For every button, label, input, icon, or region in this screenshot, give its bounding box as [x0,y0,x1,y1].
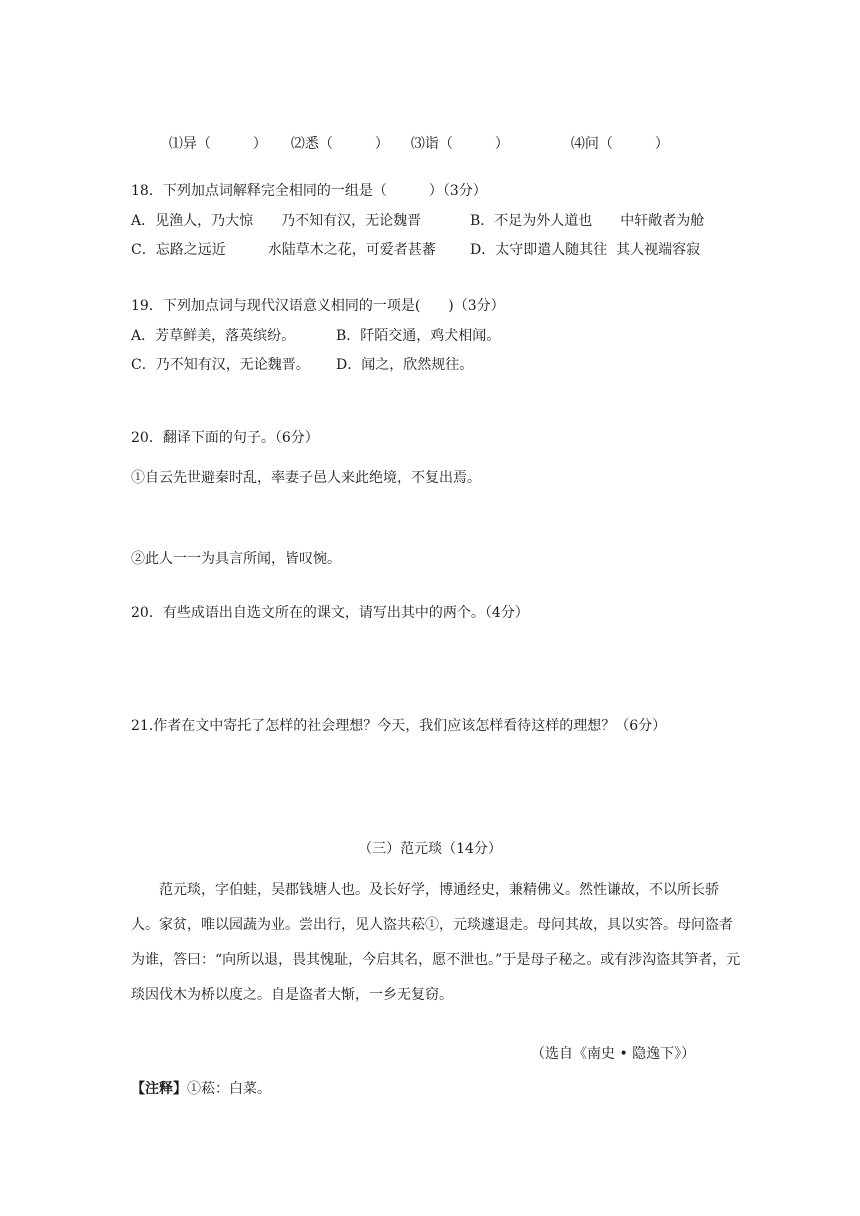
q18-option-d: D．太守即遣人随其往 其人视端容寂 [470,242,701,258]
q19-option-c: C．乃不知有汉，无论魏晋。 [131,357,310,373]
q20-sentence-1: ①自云先世避秦时乱，率妻子邑人来此绝境，不复出焉。 [131,470,481,486]
passage: 范元琰，字伯蛙，吴郡钱塘人也。及长好学，博通经史，兼精佛义。然性谦故，不以所长骄人。家贫，唯以园蔬为业。尝出行，见人盗共菘①，元琰遽退走。母问其故，具以实答。母问盗者为谁，答曰：“向所以退，畏其愧耻，今启其名，愿不泄也。”于是母子秘之。或有涉沟盗其笋者，元琰因伐木为桥以度之。自是盗者大惭，一乡无复窃。 [131,882,741,1003]
q20b-stem: 20．有些成语出自选文所在的课文，请写出其中的两个。（4分） [131,605,529,621]
q18-stem: 18．下列加点词解释完全相同的一组是（ ）（3分） [131,183,487,199]
q18-option-c: C．忘路之远近 水陆草木之花，可爱者甚蕃 [131,242,436,258]
q17-item-1: ⑴异（ ） [168,136,267,152]
q17-items [160,117,669,153]
q19-stem: 19．下列加点词与现代汉语意义相同的一项是( )（3分） [131,298,505,314]
section-title: （三）范元琰（14分） [358,841,502,857]
q19-option-a: A．芳草鲜美，落英缤纷。 [131,328,296,344]
q17-item-3: ⑶诣（ ） [410,136,509,152]
annotation-text: ①菘：白菜。 [187,1081,271,1097]
q20-stem: 20．翻译下面的句子。（6分） [131,430,319,446]
q19-option-b: B．阡陌交通，鸡犬相闻。 [336,328,501,344]
q18-option-b: B．不足为外人道也 中轩敞者为舱 [470,213,705,229]
annotation [131,1078,271,1098]
q17-item-2: ⑵悉（ ） [290,136,389,152]
q19-option-d: D．闻之，欣然规往。 [336,357,474,373]
q20-sentence-2: ②此人一一为具言所闻，皆叹惋。 [131,551,341,567]
q18-option-a: A．见渔人，乃大惊 乃不知有汉，无论魏晋 [131,213,422,229]
q17-item-4: ⑷问（ ） [570,136,669,152]
passage-source: （选自《南史 • 隐逸下》） [531,1046,696,1062]
annotation-label: 【注释】 [131,1081,187,1097]
q21-stem: 21.作者在文中寄托了怎样的社会理想？今天，我们应该怎样看待这样的理想？（6分） [131,718,667,734]
